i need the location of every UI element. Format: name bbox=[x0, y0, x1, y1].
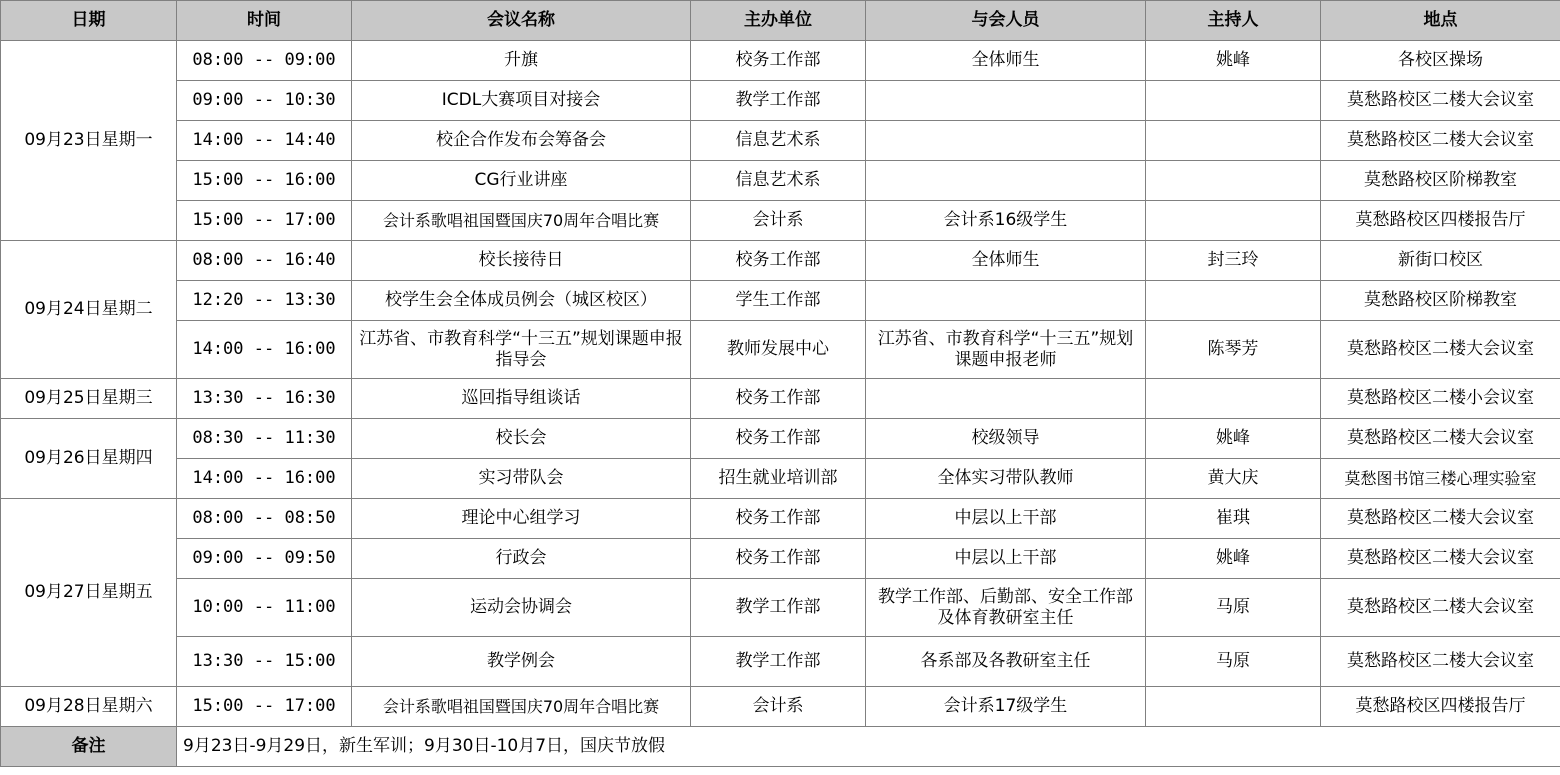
attendees-cell bbox=[866, 281, 1146, 321]
table-row bbox=[1, 637, 1560, 687]
table-row bbox=[1, 499, 1560, 539]
table-row bbox=[1, 419, 1560, 459]
location-cell: 莫愁路校区二楼大会议室 bbox=[1321, 121, 1560, 161]
host-cell bbox=[1146, 281, 1321, 321]
header-organizer: 主办单位 bbox=[691, 1, 866, 41]
location-cell: 莫愁路校区二楼大会议室 bbox=[1321, 579, 1560, 637]
location-cell: 莫愁图书馆三楼心理实验室 bbox=[1321, 459, 1560, 499]
time-cell: 15:00 -- 17:00 bbox=[177, 201, 352, 241]
meeting-name-cell: 运动会协调会 bbox=[352, 579, 691, 637]
header-meeting-name: 会议名称 bbox=[352, 1, 691, 41]
table-row bbox=[1, 321, 1560, 379]
attendees-cell: 中层以上干部 bbox=[866, 539, 1146, 579]
location-cell: 莫愁路校区二楼大会议室 bbox=[1321, 637, 1560, 687]
attendees-cell: 会计系16级学生 bbox=[866, 201, 1146, 241]
header-time: 时间 bbox=[177, 1, 352, 41]
meeting-name-cell: CG行业讲座 bbox=[352, 161, 691, 201]
meeting-name-cell: 升旗 bbox=[352, 41, 691, 81]
organizer-cell: 教学工作部 bbox=[691, 579, 866, 637]
attendees-cell: 教学工作部、后勤部、安全工作部及体育教研室主任 bbox=[866, 579, 1146, 637]
location-cell: 莫愁路校区二楼大会议室 bbox=[1321, 81, 1560, 121]
table-row bbox=[1, 687, 1560, 727]
header-location: 地点 bbox=[1321, 1, 1560, 41]
location-cell: 莫愁路校区阶梯教室 bbox=[1321, 161, 1560, 201]
host-cell bbox=[1146, 379, 1321, 419]
organizer-cell: 教师发展中心 bbox=[691, 321, 866, 379]
meeting-name-cell: 江苏省、市教育科学“十三五”规划课题申报指导会 bbox=[352, 321, 691, 379]
header-attendees: 与会人员 bbox=[866, 1, 1146, 41]
time-cell: 14:00 -- 16:00 bbox=[177, 321, 352, 379]
organizer-cell: 教学工作部 bbox=[691, 637, 866, 687]
meeting-name-cell: 理论中心组学习 bbox=[352, 499, 691, 539]
organizer-cell: 校务工作部 bbox=[691, 539, 866, 579]
location-cell: 莫愁路校区二楼大会议室 bbox=[1321, 539, 1560, 579]
header-row bbox=[1, 1, 1560, 41]
host-cell: 姚峰 bbox=[1146, 41, 1321, 81]
date-cell: 09月25日星期三 bbox=[1, 379, 177, 419]
host-cell: 黄大庆 bbox=[1146, 459, 1321, 499]
time-cell: 08:00 -- 09:00 bbox=[177, 41, 352, 81]
location-cell: 莫愁路校区四楼报告厅 bbox=[1321, 687, 1560, 727]
time-cell: 09:00 -- 10:30 bbox=[177, 81, 352, 121]
time-cell: 15:00 -- 16:00 bbox=[177, 161, 352, 201]
table-row bbox=[1, 201, 1560, 241]
organizer-cell: 招生就业培训部 bbox=[691, 459, 866, 499]
attendees-cell bbox=[866, 81, 1146, 121]
time-cell: 09:00 -- 09:50 bbox=[177, 539, 352, 579]
table-row bbox=[1, 281, 1560, 321]
organizer-cell: 信息艺术系 bbox=[691, 121, 866, 161]
meeting-name-cell: 校学生会全体成员例会（城区校区） bbox=[352, 281, 691, 321]
host-cell: 陈琴芳 bbox=[1146, 321, 1321, 379]
header-host: 主持人 bbox=[1146, 1, 1321, 41]
time-cell: 10:00 -- 11:00 bbox=[177, 579, 352, 637]
date-cell: 09月26日星期四 bbox=[1, 419, 177, 499]
table-row bbox=[1, 459, 1560, 499]
attendees-cell: 全体师生 bbox=[866, 241, 1146, 281]
notes-row bbox=[1, 727, 1560, 767]
table-row bbox=[1, 121, 1560, 161]
organizer-cell: 信息艺术系 bbox=[691, 161, 866, 201]
meeting-name-cell: 会计系歌唱祖国暨国庆70周年合唱比赛 bbox=[352, 687, 691, 727]
attendees-cell: 江苏省、市教育科学“十三五”规划课题申报老师 bbox=[866, 321, 1146, 379]
time-cell: 12:20 -- 13:30 bbox=[177, 281, 352, 321]
meeting-name-cell: 校企合作发布会筹备会 bbox=[352, 121, 691, 161]
host-cell bbox=[1146, 201, 1321, 241]
host-cell: 封三玲 bbox=[1146, 241, 1321, 281]
meeting-name-cell: ICDL大赛项目对接会 bbox=[352, 81, 691, 121]
attendees-cell: 全体实习带队教师 bbox=[866, 459, 1146, 499]
host-cell bbox=[1146, 161, 1321, 201]
time-cell: 15:00 -- 17:00 bbox=[177, 687, 352, 727]
time-cell: 14:00 -- 14:40 bbox=[177, 121, 352, 161]
meeting-name-cell: 教学例会 bbox=[352, 637, 691, 687]
meeting-name-cell: 会计系歌唱祖国暨国庆70周年合唱比赛 bbox=[352, 201, 691, 241]
host-cell: 崔琪 bbox=[1146, 499, 1321, 539]
time-cell: 08:30 -- 11:30 bbox=[177, 419, 352, 459]
meeting-name-cell: 巡回指导组谈话 bbox=[352, 379, 691, 419]
organizer-cell: 校务工作部 bbox=[691, 41, 866, 81]
location-cell: 新街口校区 bbox=[1321, 241, 1560, 281]
attendees-cell: 中层以上干部 bbox=[866, 499, 1146, 539]
meeting-name-cell: 校长会 bbox=[352, 419, 691, 459]
attendees-cell bbox=[866, 379, 1146, 419]
location-cell: 莫愁路校区四楼报告厅 bbox=[1321, 201, 1560, 241]
location-cell: 莫愁路校区二楼大会议室 bbox=[1321, 499, 1560, 539]
attendees-cell bbox=[866, 161, 1146, 201]
location-cell: 各校区操场 bbox=[1321, 41, 1560, 81]
attendees-cell: 各系部及各教研室主任 bbox=[866, 637, 1146, 687]
date-cell: 09月27日星期五 bbox=[1, 499, 177, 687]
organizer-cell: 会计系 bbox=[691, 201, 866, 241]
meeting-name-cell: 校长接待日 bbox=[352, 241, 691, 281]
host-cell: 姚峰 bbox=[1146, 419, 1321, 459]
organizer-cell: 校务工作部 bbox=[691, 379, 866, 419]
date-cell: 09月24日星期二 bbox=[1, 241, 177, 379]
organizer-cell: 教学工作部 bbox=[691, 81, 866, 121]
organizer-cell: 学生工作部 bbox=[691, 281, 866, 321]
location-cell: 莫愁路校区二楼大会议室 bbox=[1321, 321, 1560, 379]
host-cell bbox=[1146, 81, 1321, 121]
table-row bbox=[1, 41, 1560, 81]
host-cell: 马原 bbox=[1146, 579, 1321, 637]
attendees-cell: 会计系17级学生 bbox=[866, 687, 1146, 727]
date-cell: 09月28日星期六 bbox=[1, 687, 177, 727]
organizer-cell: 校务工作部 bbox=[691, 241, 866, 281]
notes-text: 9月23日-9月29日，新生军训；9月30日-10月7日，国庆节放假 bbox=[177, 727, 1560, 767]
attendees-cell: 校级领导 bbox=[866, 419, 1146, 459]
table-row bbox=[1, 161, 1560, 201]
table-row bbox=[1, 379, 1560, 419]
location-cell: 莫愁路校区二楼小会议室 bbox=[1321, 379, 1560, 419]
host-cell: 马原 bbox=[1146, 637, 1321, 687]
meeting-name-cell: 实习带队会 bbox=[352, 459, 691, 499]
time-cell: 08:00 -- 08:50 bbox=[177, 499, 352, 539]
notes-label: 备注 bbox=[1, 727, 177, 767]
host-cell bbox=[1146, 121, 1321, 161]
attendees-cell: 全体师生 bbox=[866, 41, 1146, 81]
table-row bbox=[1, 539, 1560, 579]
organizer-cell: 校务工作部 bbox=[691, 499, 866, 539]
time-cell: 13:30 -- 16:30 bbox=[177, 379, 352, 419]
location-cell: 莫愁路校区阶梯教室 bbox=[1321, 281, 1560, 321]
table-row bbox=[1, 81, 1560, 121]
organizer-cell: 校务工作部 bbox=[691, 419, 866, 459]
header-date: 日期 bbox=[1, 1, 177, 41]
organizer-cell: 会计系 bbox=[691, 687, 866, 727]
host-cell bbox=[1146, 687, 1321, 727]
attendees-cell bbox=[866, 121, 1146, 161]
time-cell: 08:00 -- 16:40 bbox=[177, 241, 352, 281]
meeting-name-cell: 行政会 bbox=[352, 539, 691, 579]
time-cell: 13:30 -- 15:00 bbox=[177, 637, 352, 687]
location-cell: 莫愁路校区二楼大会议室 bbox=[1321, 419, 1560, 459]
table-row bbox=[1, 579, 1560, 637]
time-cell: 14:00 -- 16:00 bbox=[177, 459, 352, 499]
table-row bbox=[1, 241, 1560, 281]
host-cell: 姚峰 bbox=[1146, 539, 1321, 579]
date-cell: 09月23日星期一 bbox=[1, 41, 177, 241]
